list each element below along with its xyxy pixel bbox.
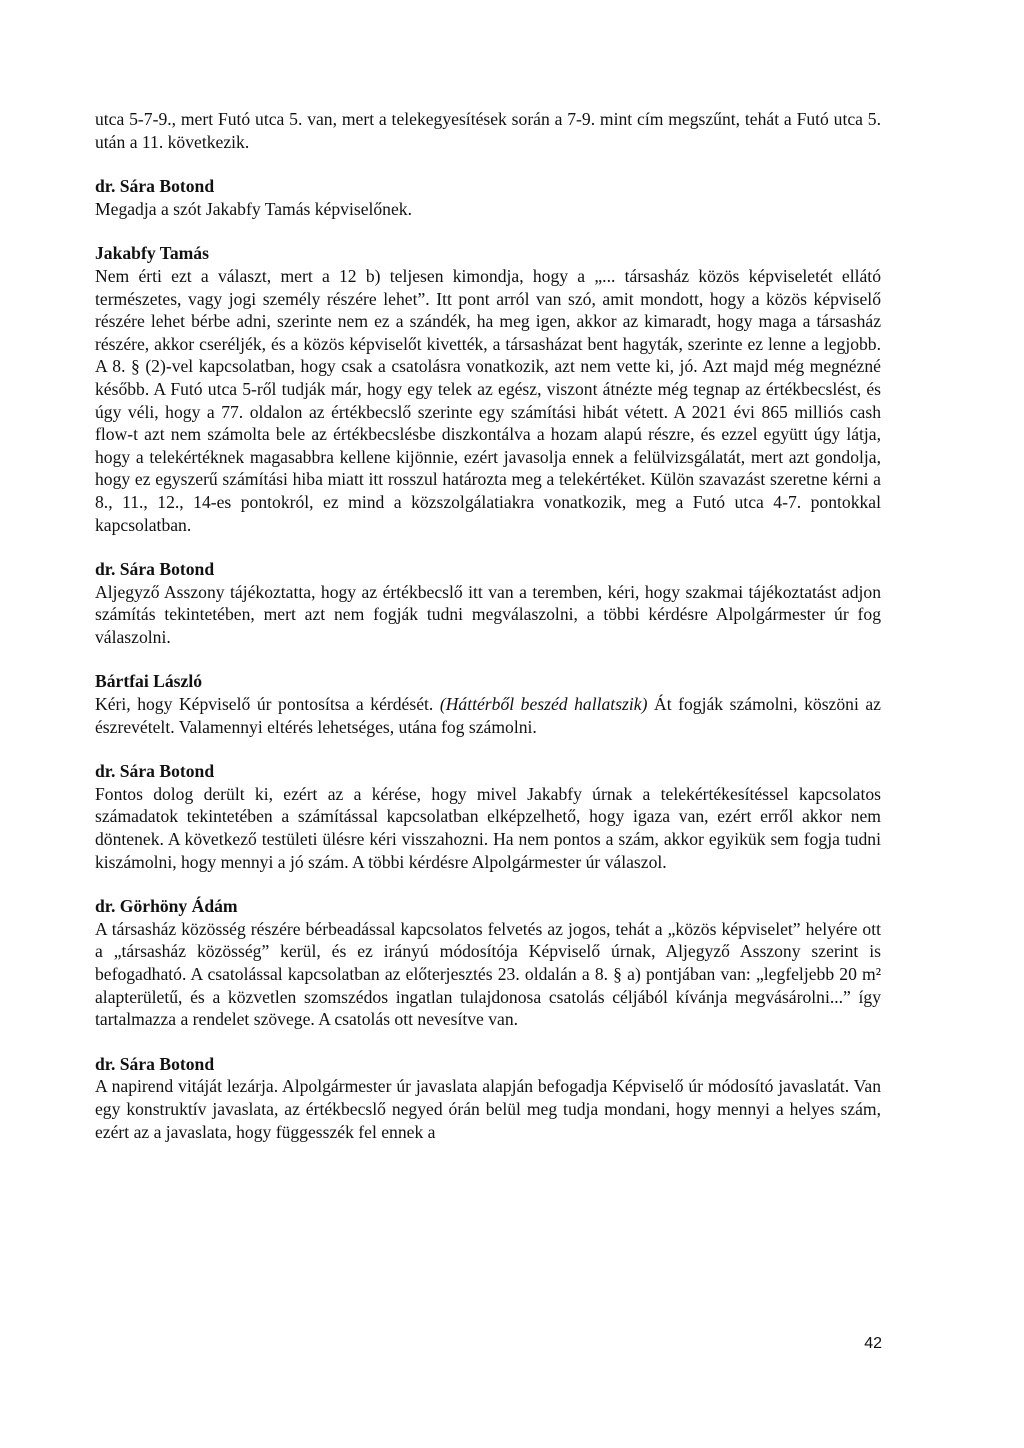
speaker-name: Jakabfy Tamás	[95, 243, 209, 264]
speech-block	[95, 760, 881, 873]
speech-text: Megadja a szót Jakabfy Tamás képviselőnek.	[95, 198, 412, 219]
speaker-name: dr. Görhöny Ádám	[95, 896, 238, 917]
speech-text: A társasház közösség részére bérbeadással kapcsolatos felvetés az jogos, tehát a „közös képviselet” helyére ott a „társasház közösség” kerül, és ez irányú módosítója Képviselő úrnak, Aljegyző Asszony szerint is befogadható. A csatolással kapcsolatban az előterjesztés 23. oldalán a 8. § a) pontjában van: „legfeljebb 20 m² alapterületű, és a közvetlen szomszédos ingatlan tulajdonosa csatolás céljából kívánja megvásárolni...” így tartalmazza a rendelet szövege. A csatolás ott nevesítve van.	[95, 918, 881, 1030]
speech-text: Fontos dolog derült ki, ezért az a kérése, hogy mivel Jakabfy úrnak a telekértékesítéssel kapcsolatos számadatok tekintetében a számítással kapcsolatban elképzelhető, hogy igaza van, ezért erről akkor nem döntenek. A következő testületi ülésre kéri visszahozni. Ha nem pontos a szám, akkor egyikük sem fogja tudni kiszámolni, hogy mennyi a jó szám. A többi kérdésre Alpolgármester úr válaszol.	[95, 783, 881, 872]
speech-text: A napirend vitáját lezárja. Alpolgármester úr javaslata alapján befogadja Képviselő úr módosító javaslatát. Van egy konstruktív javaslata, az értékbecslő negyed órán belül meg tudja mondani, hogy mennyi a helyes szám, ezért az a javaslata, hogy függesszék fel ennek a	[95, 1076, 881, 1142]
intro-paragraph: utca 5-7-9., mert Futó utca 5. van, mert a telekegyesítések során a 7-9. mint cím megszűnt, tehát a Futó utca 5. után a 11. következik.	[95, 109, 881, 152]
speech-text	[95, 693, 881, 738]
speech-text-part: Át fogják számolni, köszöni az észrevételt. Valamennyi eltérés lehetséges, utána fog számolni.	[95, 694, 881, 737]
page-number: 42	[864, 1335, 882, 1352]
speech-block	[95, 1053, 881, 1143]
speech-text: Aljegyző Asszony tájékoztatta, hogy az értékbecslő itt van a teremben, kéri, hogy szakmai tájékoztatást adjon számítás tekintetében, mert azt nem fogják tudni megválaszolni, a többi kérdésre Alpolgármester úr fog válaszolni.	[95, 581, 881, 647]
speech-block	[95, 670, 881, 738]
speech-block	[95, 895, 881, 1031]
speaker-name: dr. Sára Botond	[95, 176, 215, 197]
speaker-name: Bártfai László	[95, 671, 203, 692]
speaker-name: dr. Sára Botond	[95, 1053, 215, 1074]
stage-direction: (Háttérből beszéd hallatszik)	[439, 694, 648, 715]
document-page	[95, 108, 881, 1143]
speaker-name: dr. Sára Botond	[95, 559, 215, 580]
speech-text-part: Kéri, hogy Képviselő úr pontosítsa a kérdését.	[95, 694, 440, 715]
speaker-name: dr. Sára Botond	[95, 761, 215, 782]
speech-block	[95, 175, 881, 220]
speech-block	[95, 242, 881, 536]
speech-text: Nem érti ezt a választ, mert a 12 b) teljesen kimondja, hogy a „... társasház közös képviseletét ellátó természetes, vagy jogi személy részére lehet”. Itt pont arról van szó, amit mondott, hogy a közös képviselő részére lehet bérbe adni, szerinte nem ez a szándék, ha meg igen, akkor az kimaradt, hogy maga a társasház részére, akkor cseréljék, és a közös képviselőt kivették, a társasházat bent hagyták, szerinte ez lenne a legjobb. A 8. § (2)-vel kapcsolatban, hogy csak a csatolásra vonatkozik, azt nem vette ki, jó. Azt majd még megnézné később. A Futó utca 5-ről tudják már, hogy egy telek az egész, viszont átnézte még tegnap az értékbecslést, és úgy véli, hogy a 77. oldalon az értékbecslő szerinte egy számítási hibát vétett. A 2021 évi 865 milliós cash flow-t azt nem számolta bele az értékbecslésbe diszkontálva a hozam alapú részre, és ezzel együtt úgy látja, hogy a telekértéknek magasabbra kellene kijönnie, ezért javasolja ennek a felülvizsgálatát, mert azt gondolja, hogy ez egyszerű számítási hiba miatt itt rosszul határozta meg a telekértéket. Külön szavazást szeretne kérni a 8., 11., 12., 14-es pontokról, ez mind a közszolgálatiakra vonatkozik, meg a Futó utca 4-7. pontokkal kapcsolatban.	[95, 265, 881, 535]
speech-block	[95, 558, 881, 648]
